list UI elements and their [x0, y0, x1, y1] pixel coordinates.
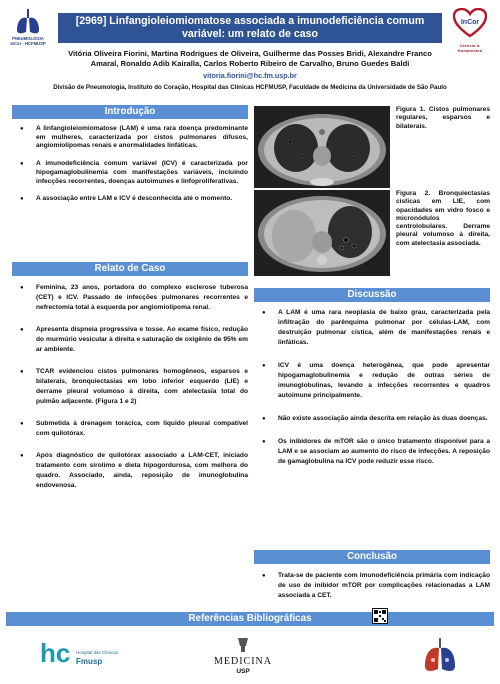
figure-1-caption: Figura 1. Cistos pulmonares regulares, esparsos e bilaterais.	[396, 106, 490, 130]
intro-heading: Introdução	[12, 105, 248, 119]
discussion-list	[254, 308, 490, 467]
pneumologia-lungs-footer-logo	[420, 636, 460, 676]
conclusion-item: ● Trata-se de paciente com Imunodeficiência primária com indicação de uso de inibidor mTOR por complicações relacionadas a LAM associada a CET.	[254, 571, 490, 601]
incor-logo-text: Ciência & Humanismo	[457, 43, 483, 53]
intro-item: ● A associação entre LAM e ICV é desconhecida até o momento.	[12, 195, 248, 204]
authors-line1: Vitória Oliveira Fiorini, Martina Rodrigues de Oliveira, Guilherme das Posses Bridi, Alexandre Franco	[68, 49, 432, 58]
figure-2-caption: Figura 2. Bronquiectasias císticas em LIE, com opacidades em vidro fosco e micronódulos centrolobulares. Derrame pleural volumoso à direita, com atelectasia associada.	[396, 190, 490, 247]
case-item: ● Submetida à drenagem torácica, com líquido pleural compatível com quilotórax.	[12, 419, 248, 439]
poster-title	[58, 13, 442, 43]
lungs-icon	[15, 8, 41, 36]
intro-list	[12, 125, 248, 204]
authors-line2: Amaral, Ronaldo Adib Kairalla, Carlos Roberto Ribeiro de Carvalho, Bruno Guedes Baldi	[90, 59, 410, 68]
intro-item: ● A imunodeficiência comum variável (ICV) é caracterizada por hipogamaglobulinemia com manifestações variáveis, incluindo infecções recorrentes, doenças autoimunes e linfoproliferativas.	[12, 160, 248, 186]
affiliation: Divisão de Pneumologia, Instituto do Coração, Hospital das Clínicas HCFMUSP, Faculdade de Medicina da Universidade de São Paulo	[53, 84, 447, 91]
discussion-item: ● ICV é uma doença heterogênea, que pode apresentar hipogamaglobulinemia e redução de outras séries de imunoglobulinas, levando a infecções recorrentes e quadros autoimune principalmente.	[254, 361, 490, 401]
svg-text:InCor: InCor	[460, 19, 480, 26]
discussion-item: ● Não existe associação ainda descrita em relação às duas doenças.	[254, 414, 490, 424]
discussion-item: ● Os inibidores de mTOR são o único tratamento disponível para a LAM e se associam ao aumento do risco de infecções. A reposição de gamaglobulina na ICV pode reduzir esse risco.	[254, 437, 490, 467]
lungs-icon	[420, 636, 460, 676]
figure-1-ct-image	[254, 106, 390, 188]
poster-title-line2: variável: um relato de caso	[181, 27, 319, 40]
conclusion-list	[254, 571, 490, 601]
svg-text:USP: USP	[236, 668, 250, 675]
author-email[interactable]: vitoria.fiorini@hc.fm.usp.br	[203, 71, 297, 80]
case-item: ● Apresenta dispneia progressiva e tosse. Ao exame físico, redução do murmúrio vesicular à direita e saturação de oxigênio de 95% em ar ambiente.	[12, 325, 248, 355]
case-list	[12, 283, 248, 491]
svg-text:Fmusp: Fmusp	[76, 657, 103, 666]
fmusp-crest-icon	[208, 636, 278, 676]
qr-code-icon[interactable]	[372, 608, 388, 624]
references-heading[interactable]: Referências Bibliográficas	[6, 612, 494, 626]
svg-text:hc: hc	[40, 638, 71, 668]
figure-2-ct-image	[254, 190, 390, 276]
medicina-usp-logo	[208, 636, 278, 676]
hc-fmusp-logo	[40, 636, 120, 672]
case-item: ● Feminina, 23 anos, portadora do complexo esclerose tuberosa (CET) e ICV. Passado de infecções pulmonares recorrentes e nefrectomia total à esquerda por angiomiolipoma renal.	[12, 283, 248, 313]
pneumologia-logo	[6, 8, 50, 50]
discussion-item: ● A LAM é uma rara neoplasia de baixo grau, caracterizada pela infiltração do parênquima pulmonar por células-LAM, com destruição pulmonar cística, além de manifestações renais e linfáticas.	[254, 308, 490, 348]
discussion-heading: Discussão	[254, 288, 490, 302]
conclusion-heading: Conclusão	[254, 550, 490, 564]
case-item: ● Após diagnóstico de quilotórax associado a LAM-CET, iniciado tratamento com sirolimo e dieta hipogordurosa, com melhora do quadro. Associado, ainda, reposição de imunoglobulina endovenosa.	[12, 451, 248, 491]
case-item: ● TCAR evidenciou cistos pulmonares homogêneos, esparsos e bilaterais, bronquiectasias em lobo inferior esquerdo (LIE) e derrame pleural volumoso à direita, com atelectasia total do pulmão adjacente. (Figura 1 e 2)	[12, 367, 248, 407]
pneumologia-logo-subtext: InCor · HCFMUSP	[10, 41, 46, 46]
case-heading: Relato de Caso	[12, 262, 248, 276]
pneumologia-logo-text: PNEUMOLOGIA	[12, 36, 44, 41]
heart-icon	[453, 8, 487, 38]
authors	[20, 49, 480, 69]
intro-item: ● A linfangioleiomiomatose (LAM) é uma rara doença predominante em mulheres, caracterizada por cistos pulmonares difusos, angiomiolipomas renais e anormalidades linfáticas.	[12, 125, 248, 151]
svg-text:Hospital das Clínicas: Hospital das Clínicas	[76, 650, 119, 655]
poster-title-line1: [2969] Linfangioleiomiomatose associada a imunodeficiência comum	[75, 15, 425, 27]
svg-text:MEDICINA: MEDICINA	[214, 656, 272, 667]
incor-logo	[448, 8, 492, 53]
